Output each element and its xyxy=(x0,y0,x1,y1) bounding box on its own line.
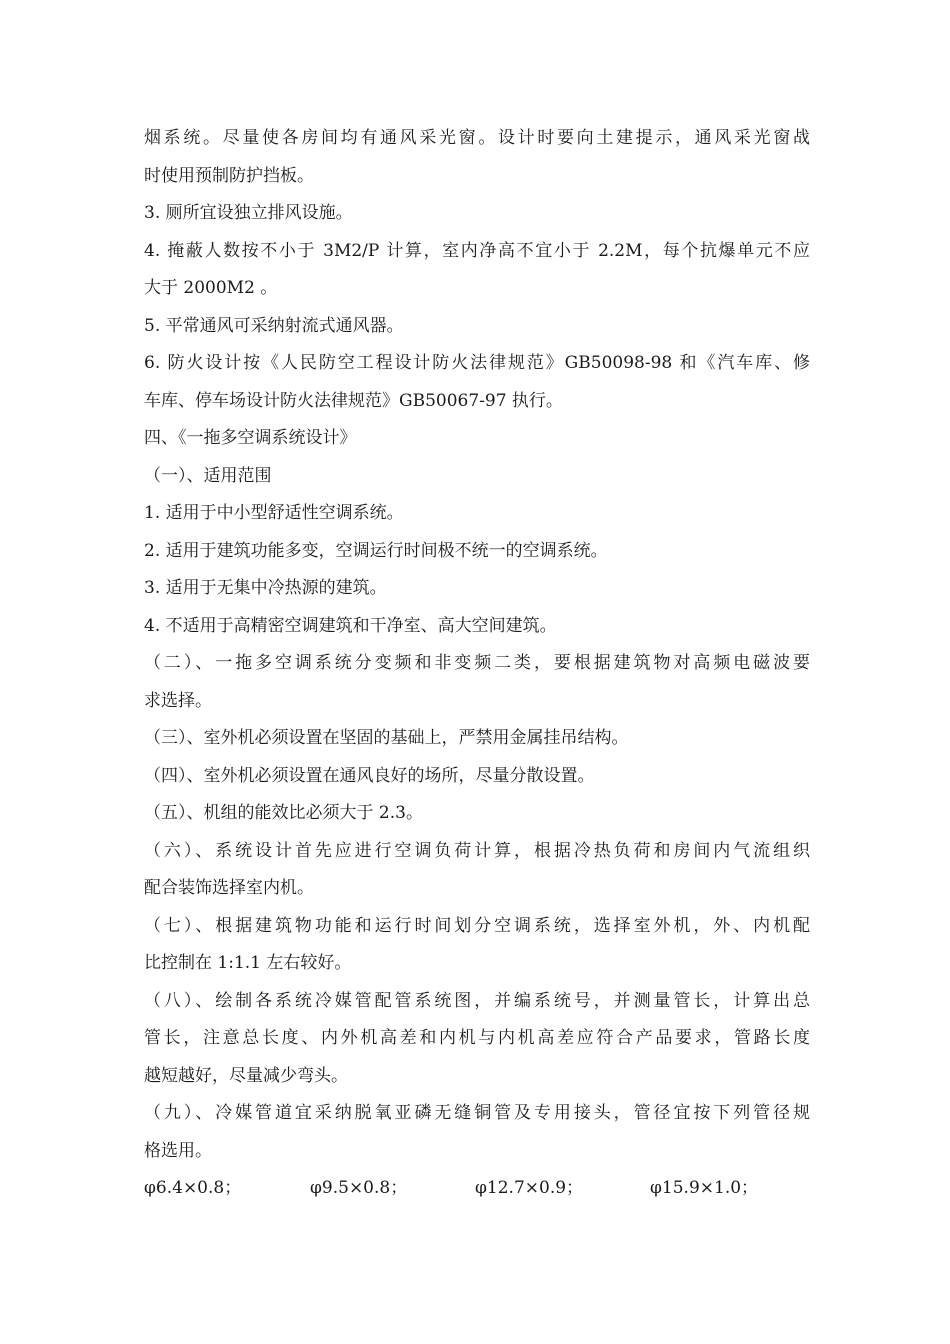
text-line: 6. 防火设计按《人民防空工程设计防火法律规范》GB50098-98 和《汽车库、修 xyxy=(144,353,810,373)
text-line: 配合装饰选择室内机。 xyxy=(144,878,314,898)
pipe-spec-row xyxy=(144,1170,810,1208)
text-line: 1. 适用于中小型舒适性空调系统。 xyxy=(144,503,404,523)
text-line: （六）、系统设计首先应进行空调负荷计算，根据冷热负荷和房间内气流组织 xyxy=(144,840,810,861)
pipe-spec: φ9.5×0.8； xyxy=(310,1178,408,1198)
pipe-spec: φ6.4×0.8； xyxy=(144,1178,242,1198)
text-line: 烟系统。尽量使各房间均有通风采光窗。设计时要向土建提示，通风采光窗战 xyxy=(144,128,810,148)
text-line: （二）、一拖多空调系统分变频和非变频二类，要根据建筑物对高频电磁波要 xyxy=(144,653,810,673)
pipe-spec: φ15.9×1.0； xyxy=(650,1178,759,1198)
text-line: 越短越好，尽量减少弯头。 xyxy=(144,1065,348,1086)
pipe-spec: φ12.7×0.9； xyxy=(475,1178,584,1198)
text-line: 管长，注意总长度、内外机高差和内机与内机高差应符合产品要求，管路长度 xyxy=(144,1028,810,1048)
text-line: 2. 适用于建筑功能多变，空调运行时间极不统一的空调系统。 xyxy=(144,540,608,561)
text-line: （五）、机组的能效比必须大于 2.3。 xyxy=(144,803,423,823)
text-line: 时使用预制防护挡板。 xyxy=(144,165,314,186)
text-line: 比控制在 1:1.1 左右较好。 xyxy=(144,953,352,973)
text-line: 4. 掩蔽人数按不小于 3M2/P 计算，室内净高不宜小于 2.2M，每个抗爆单元不应 xyxy=(144,240,810,261)
text-line: （八）、绘制各系统冷媒管配管系统图，并编系统号，并测量管长，计算出总 xyxy=(144,990,810,1011)
document-body xyxy=(144,120,810,1208)
text-line: 3. 适用于无集中冷热源的建筑。 xyxy=(144,578,387,598)
text-line: 4. 不适用于高精密空调建筑和干净室、高大空间建筑。 xyxy=(144,615,557,636)
text-line: （七）、根据建筑物功能和运行时间划分空调系统，选择室外机，外、内机配 xyxy=(144,915,810,936)
text-line: 求选择。 xyxy=(144,690,212,711)
text-line: 格选用。 xyxy=(144,1140,212,1161)
text-line: 5. 平常通风可采纳射流式通风器。 xyxy=(144,315,404,336)
subsection-heading: （一）、适用范围 xyxy=(144,465,272,486)
text-line: （三）、室外机必须设置在坚固的基础上，严禁用金属挂吊结构。 xyxy=(144,728,629,748)
text-line: （四）、室外机必须设置在通风良好的场所，尽量分散设置。 xyxy=(144,765,595,786)
text-line: 大于 2000M2 。 xyxy=(144,278,278,298)
section-heading: 四、《一拖多空调系统设计》 xyxy=(144,428,357,448)
text-line: 车库、停车场设计防火法律规范》GB50067-97 执行。 xyxy=(144,390,563,411)
text-line: 3. 厕所宜设独立排风设施。 xyxy=(144,203,353,223)
text-line: （九）、冷媒管道宜采纳脱氧亚磷无缝铜管及专用接头，管径宜按下列管径规 xyxy=(144,1103,810,1123)
